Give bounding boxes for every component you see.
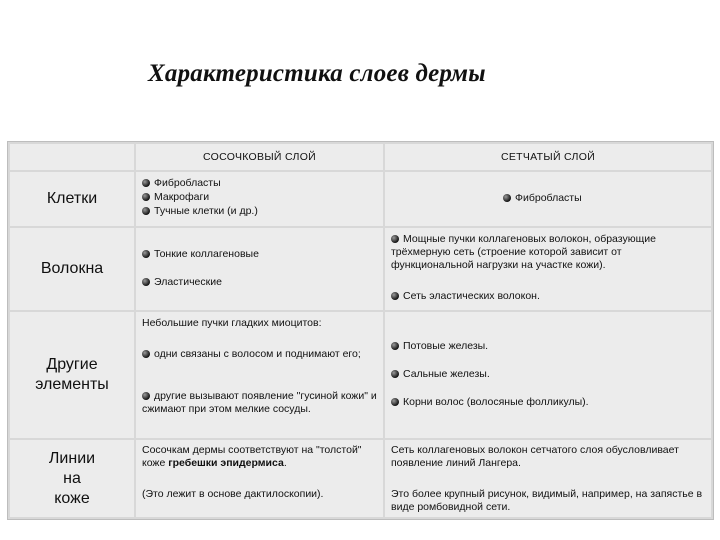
cells-reticular-cell: [385, 172, 711, 226]
list-item: Макрофаги: [142, 191, 209, 204]
list-item: Сеть эластических волокон.: [391, 290, 540, 303]
bullet-icon: [391, 342, 399, 350]
bullet-icon: [142, 278, 150, 286]
bullet-icon: [142, 207, 150, 215]
bullet-icon: [142, 250, 150, 258]
other-papillary-cell: [136, 312, 383, 438]
list-item: Мощные пучки коллагеновых волокон, образующие трёхмерную сеть (строение которой зависит от функциональной нагрузки на участке кожи).: [391, 233, 656, 271]
row-label-other-elements: Другие элементы: [10, 312, 134, 438]
fibers-reticular-cell: [385, 228, 711, 310]
bullet-icon: [142, 392, 150, 400]
bullet-icon: [391, 292, 399, 300]
lines-papillary-cell: [136, 440, 383, 517]
bullet-icon: [503, 194, 511, 202]
paragraph: Это более крупный рисунок, видимый, например, на запястье в виде ромбовидной сети.: [391, 488, 703, 513]
bullet-icon: [391, 370, 399, 378]
list-item: Фибробласты: [503, 192, 582, 205]
bullet-icon: [391, 235, 399, 243]
paragraph: (Это лежит в основе дактилоскопии).: [142, 488, 324, 500]
header-empty-cell: [10, 144, 134, 170]
header-reticular-layer: СЕТЧАТЫЙ СЛОЙ: [385, 144, 711, 170]
fibers-papillary-cell: [136, 228, 383, 310]
row-label-cells: Клетки: [10, 172, 134, 226]
bullet-icon: [142, 350, 150, 358]
bullet-icon: [142, 179, 150, 187]
list-item: Эластические: [142, 276, 222, 289]
list-item: одни связаны с волосом и поднимают его;: [142, 348, 378, 361]
dermis-layers-table: [7, 141, 714, 520]
row-label-fibers: Волокна: [10, 228, 134, 310]
list-item: Тучные клетки (и др.): [142, 205, 258, 218]
bullet-icon: [142, 193, 150, 201]
paragraph: Сеть коллагеновых волокон сетчатого слоя обусловливает появление линий Лангера.: [391, 444, 679, 469]
list-item: Сальные железы.: [391, 368, 490, 381]
cells-papillary-cell: [136, 172, 383, 226]
intro-text: Небольшие пучки гладких миоцитов:: [142, 317, 322, 329]
lines-reticular-cell: [385, 440, 711, 517]
list-item: Тонкие коллагеновые: [142, 248, 259, 261]
list-item: Потовые железы.: [391, 340, 488, 353]
list-item: другие вызывают появление "гусиной кожи" и сжимают при этом мелкие сосуды.: [142, 390, 377, 415]
row-label-skin-lines: Линии на коже: [10, 440, 134, 517]
bullet-icon: [391, 398, 399, 406]
list-item: Корни волос (волосяные фолликулы).: [391, 396, 589, 409]
other-reticular-cell: [385, 312, 711, 438]
header-papillary-layer: СОСОЧКОВЫЙ СЛОЙ: [136, 144, 383, 170]
paragraph: Сосочкам дермы соответствуют на "толстой" коже гребешки эпидермиса.: [142, 444, 362, 469]
list-item: Фибробласты: [142, 177, 221, 190]
page-title: Характеристика слоев дермы: [148, 60, 486, 87]
